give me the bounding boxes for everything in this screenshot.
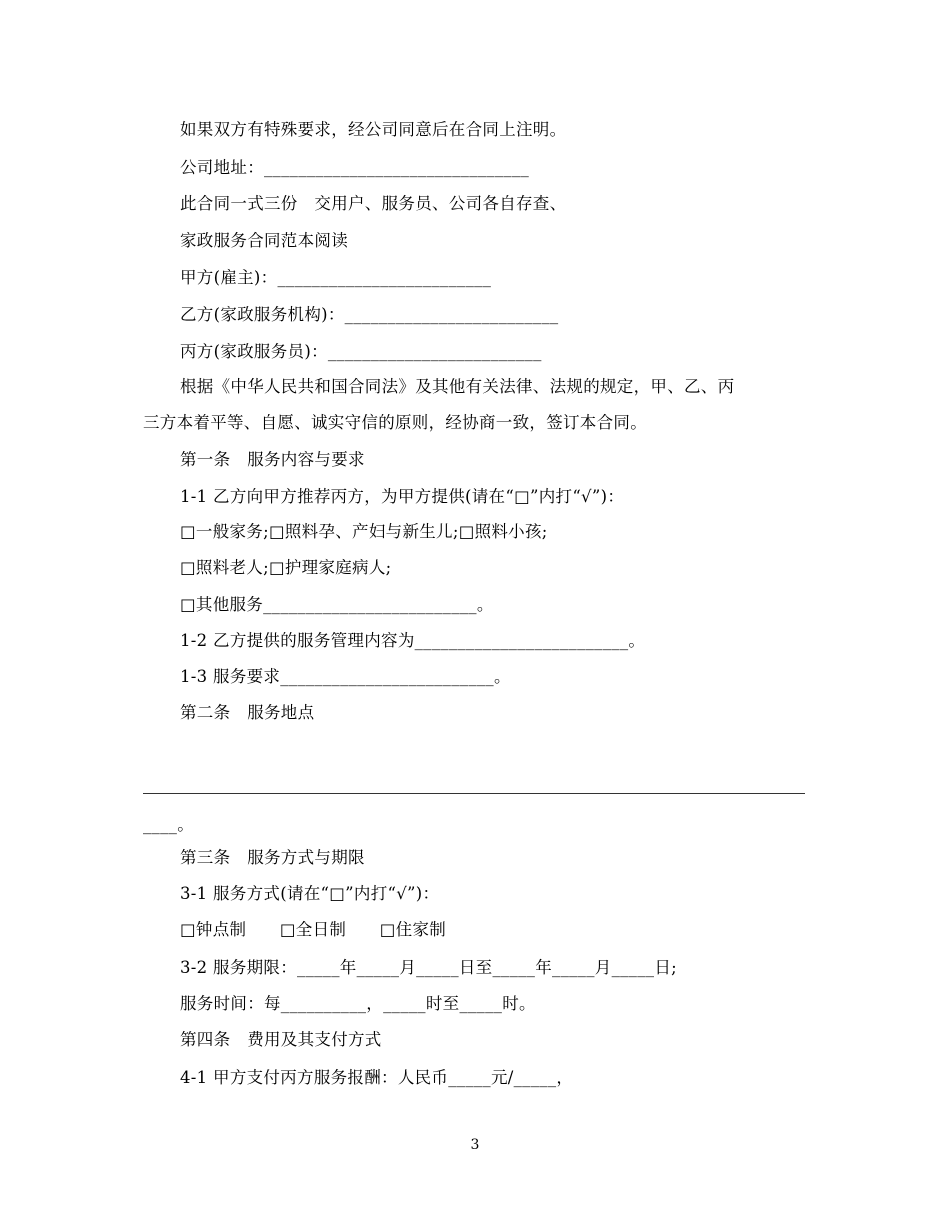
article-heading: 第三条 服务方式与期限 — [180, 848, 365, 867]
text-line: 三方本着平等、自愿、诚实守信的原则，经协商一致，签订本合同。 — [143, 413, 647, 432]
checkbox-options-line: □照料老人;□护理家庭病人; — [180, 558, 392, 577]
party-b-line: 乙方(家政服务机构)：_________________________ — [180, 305, 559, 324]
clause-line: 1-1 乙方向甲方推荐丙方，为甲方提供(请在“□”内打“√”)： — [180, 487, 625, 506]
clause-line: 3-1 服务方式(请在“□”内打“√”)： — [180, 884, 440, 903]
checkbox-options-line: □其他服务_________________________。 — [180, 595, 494, 614]
article-heading: 第二条 服务地点 — [180, 703, 315, 722]
party-c-line: 丙方(家政服务员)：_________________________ — [180, 342, 542, 361]
text-line: 如果双方有特殊要求，经公司同意后在合同上注明。 — [180, 120, 567, 139]
clause-line: 1-3 服务要求_________________________。 — [180, 667, 511, 686]
clause-line: 4-1 甲方支付丙方服务报酬：人民币_____元/_____， — [180, 1068, 574, 1087]
clause-line: 3-2 服务期限：_____年_____月_____日至_____年_____月_____日; — [180, 958, 677, 977]
text-line: ____。 — [143, 815, 194, 834]
fill-in-blank-line — [143, 793, 805, 794]
page-number: 3 — [470, 1137, 480, 1153]
checkbox-options-line: □一般家务;□照料孕、产妇与新生儿;□照料小孩; — [180, 522, 548, 541]
party-a-line: 甲方(雇主)：_________________________ — [180, 268, 492, 287]
clause-line: 1-2 乙方提供的服务管理内容为_________________________。 — [180, 631, 646, 650]
article-heading: 第一条 服务内容与要求 — [180, 450, 365, 469]
text-line: 此合同一式三份 交用户、服务员、公司各自存查、 — [180, 194, 567, 213]
text-line: 根据《中华人民共和国合同法》及其他有关法律、法规的规定，甲、乙、丙 — [180, 377, 735, 396]
document-title: 家政服务合同范本阅读 — [180, 231, 348, 250]
checkbox-options-line: □钟点制 □全日制 □住家制 — [180, 920, 447, 939]
company-address-line: 公司地址：_______________________________ — [180, 158, 530, 177]
clause-line: 服务时间：每__________，_____时至_____时。 — [180, 994, 536, 1013]
article-heading: 第四条 费用及其支付方式 — [180, 1030, 382, 1049]
